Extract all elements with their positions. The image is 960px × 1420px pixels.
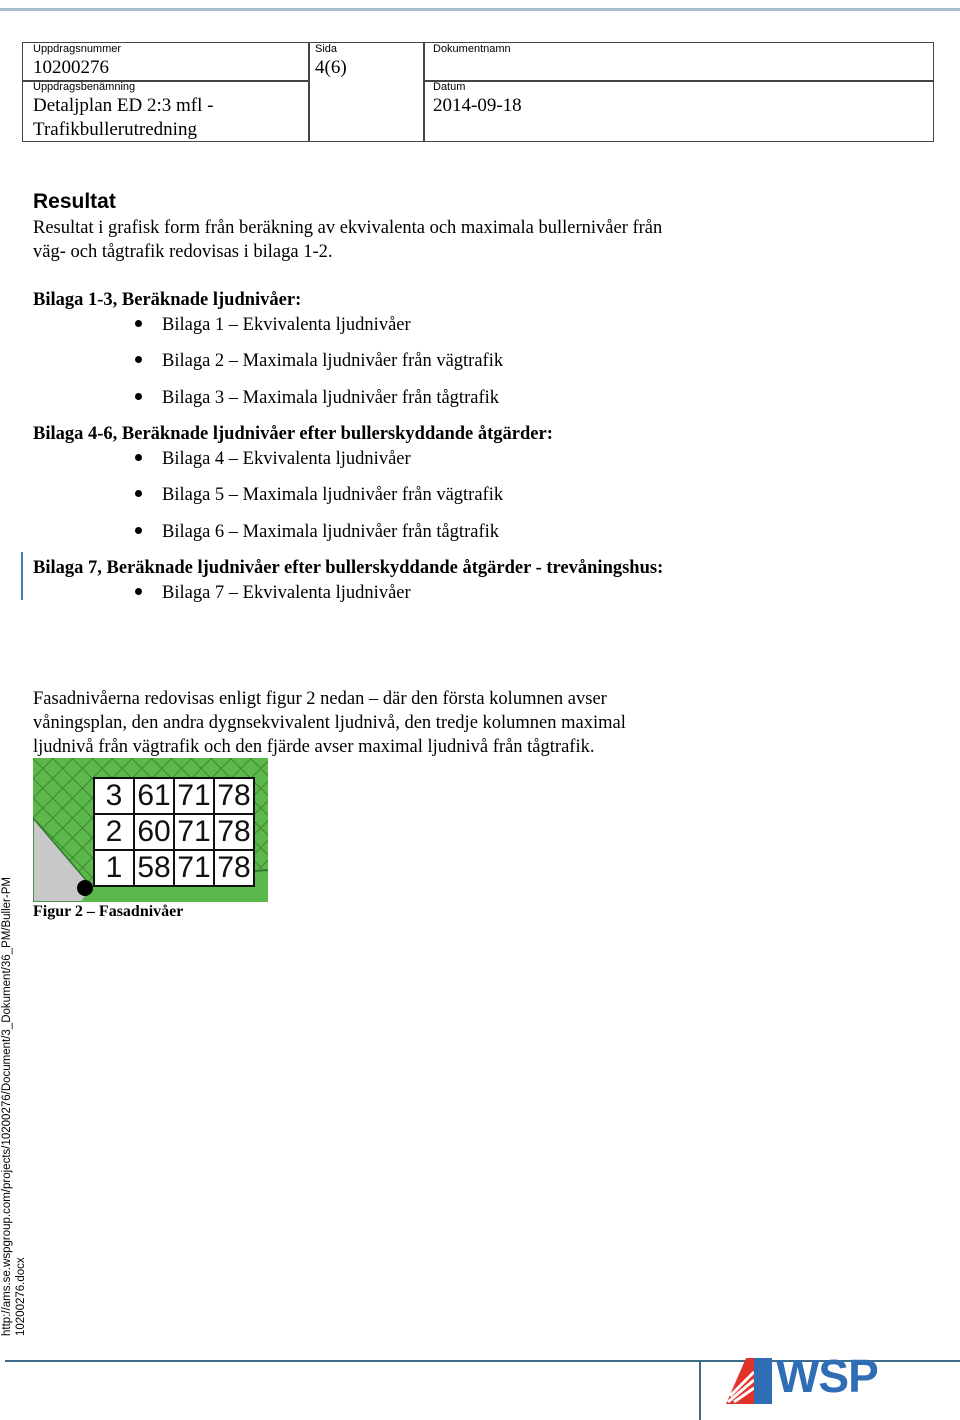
top-rule (0, 8, 960, 11)
footer-rule (5, 1360, 700, 1362)
bullet-icon (135, 490, 142, 497)
bullet-icon (135, 393, 142, 400)
table-cell: 71 (174, 778, 214, 814)
date-value: 2014-09-18 (433, 95, 522, 116)
list-item: Bilaga 1 – Ekvivalenta ljudnivåer (135, 313, 411, 337)
intro-line: Resultat i grafisk form från beräkning av ekvivalenta och maximala bullernivåer från (33, 218, 663, 238)
header-divider (308, 43, 310, 141)
document-name-cell (433, 43, 511, 56)
page-label: Sida (315, 43, 338, 55)
assignment-name-cell (33, 81, 213, 142)
figure-caption: Figur 2 – Fasadnivåer (33, 903, 184, 920)
header-divider (423, 43, 425, 141)
date-cell (433, 81, 522, 118)
table-cell: 78 (214, 778, 254, 814)
list-item: Bilaga 3 – Maximala ljudnivåer från tågtrafik (135, 386, 499, 410)
assignment-name-line: Detaljplan ED 2:3 mfl - (33, 95, 214, 116)
assignment-number-label: Uppdragsnummer (33, 43, 122, 55)
assignment-name-line: Trafikbullerutredning (33, 119, 197, 140)
file-path-line: 10200276.docx (15, 1257, 27, 1336)
table-cell: 3 (94, 778, 134, 814)
file-path-sidebar (0, 876, 28, 1336)
table-cell: 61 (134, 778, 174, 814)
table-cell: 2 (94, 814, 134, 850)
bullet-icon (135, 320, 142, 327)
table-row (94, 778, 254, 814)
appendix-group-title: Bilaga 4-6, Beräknade ljudnivåer efter bullerskyddande åtgärder: (33, 424, 553, 444)
bullet-icon (135, 454, 142, 461)
table-row (94, 814, 254, 850)
list-item: Bilaga 6 – Maximala ljudnivåer från tågtrafik (135, 520, 499, 544)
table-cell: 1 (94, 850, 134, 886)
revision-change-bar (21, 552, 23, 600)
section-heading: Resultat (33, 190, 116, 213)
table-cell: 58 (134, 850, 174, 886)
list-item: Bilaga 7 – Ekvivalenta ljudnivåer (135, 581, 411, 605)
facade-text-line: våningsplan, den andra dygnsekvivalent ljudnivå, den tredje kolumnen maximal (33, 713, 626, 733)
facade-text-line: Fasadnivåerna redovisas enligt figur 2 nedan – där den första kolumnen avser (33, 689, 607, 709)
list-item: Bilaga 5 – Maximala ljudnivåer från vägtrafik (135, 483, 503, 507)
appendix-group-title: Bilaga 1-3, Beräknade ljudnivåer: (33, 290, 302, 310)
bullet-icon (135, 588, 142, 595)
table-cell: 71 (174, 814, 214, 850)
facade-text-line: ljudnivå från vägtrafik och den fjärde avser maximal ljudnivå från tågtrafik. (33, 737, 595, 757)
facade-level-table (93, 777, 255, 887)
wsp-logo-text: WSP (776, 1350, 878, 1402)
table-cell: 60 (134, 814, 174, 850)
intro-line: väg- och tågtrafik redovisas i bilaga 1-2. (33, 242, 333, 262)
list-item: Bilaga 4 – Ekvivalenta ljudnivåer (135, 447, 411, 471)
list-item: Bilaga 2 – Maximala ljudnivåer från vägtrafik (135, 349, 503, 373)
page-cell (315, 43, 347, 80)
table-cell: 78 (214, 850, 254, 886)
table-row (94, 850, 254, 886)
bullet-icon (135, 527, 142, 534)
document-header-table (22, 42, 934, 142)
table-cell: 71 (174, 850, 214, 886)
assignment-number-cell (33, 43, 121, 80)
document-name-label: Dokumentnamn (433, 43, 511, 55)
assignment-name-label: Uppdragsbenämning (33, 81, 136, 93)
page-number: 4(6) (315, 57, 347, 78)
assignment-number: 10200276 (33, 57, 109, 78)
bullet-icon (135, 356, 142, 363)
file-path-line: http://ams.se.wspgroup.com/projects/10200276/Document/3_Dokument/36_PM/Buller-PM (1, 877, 13, 1336)
appendix-group-title: Bilaga 7, Beräknade ljudnivåer efter bullerskyddande åtgärder - trevåningshus: (33, 558, 664, 578)
table-cell: 78 (214, 814, 254, 850)
date-label: Datum (433, 81, 466, 93)
